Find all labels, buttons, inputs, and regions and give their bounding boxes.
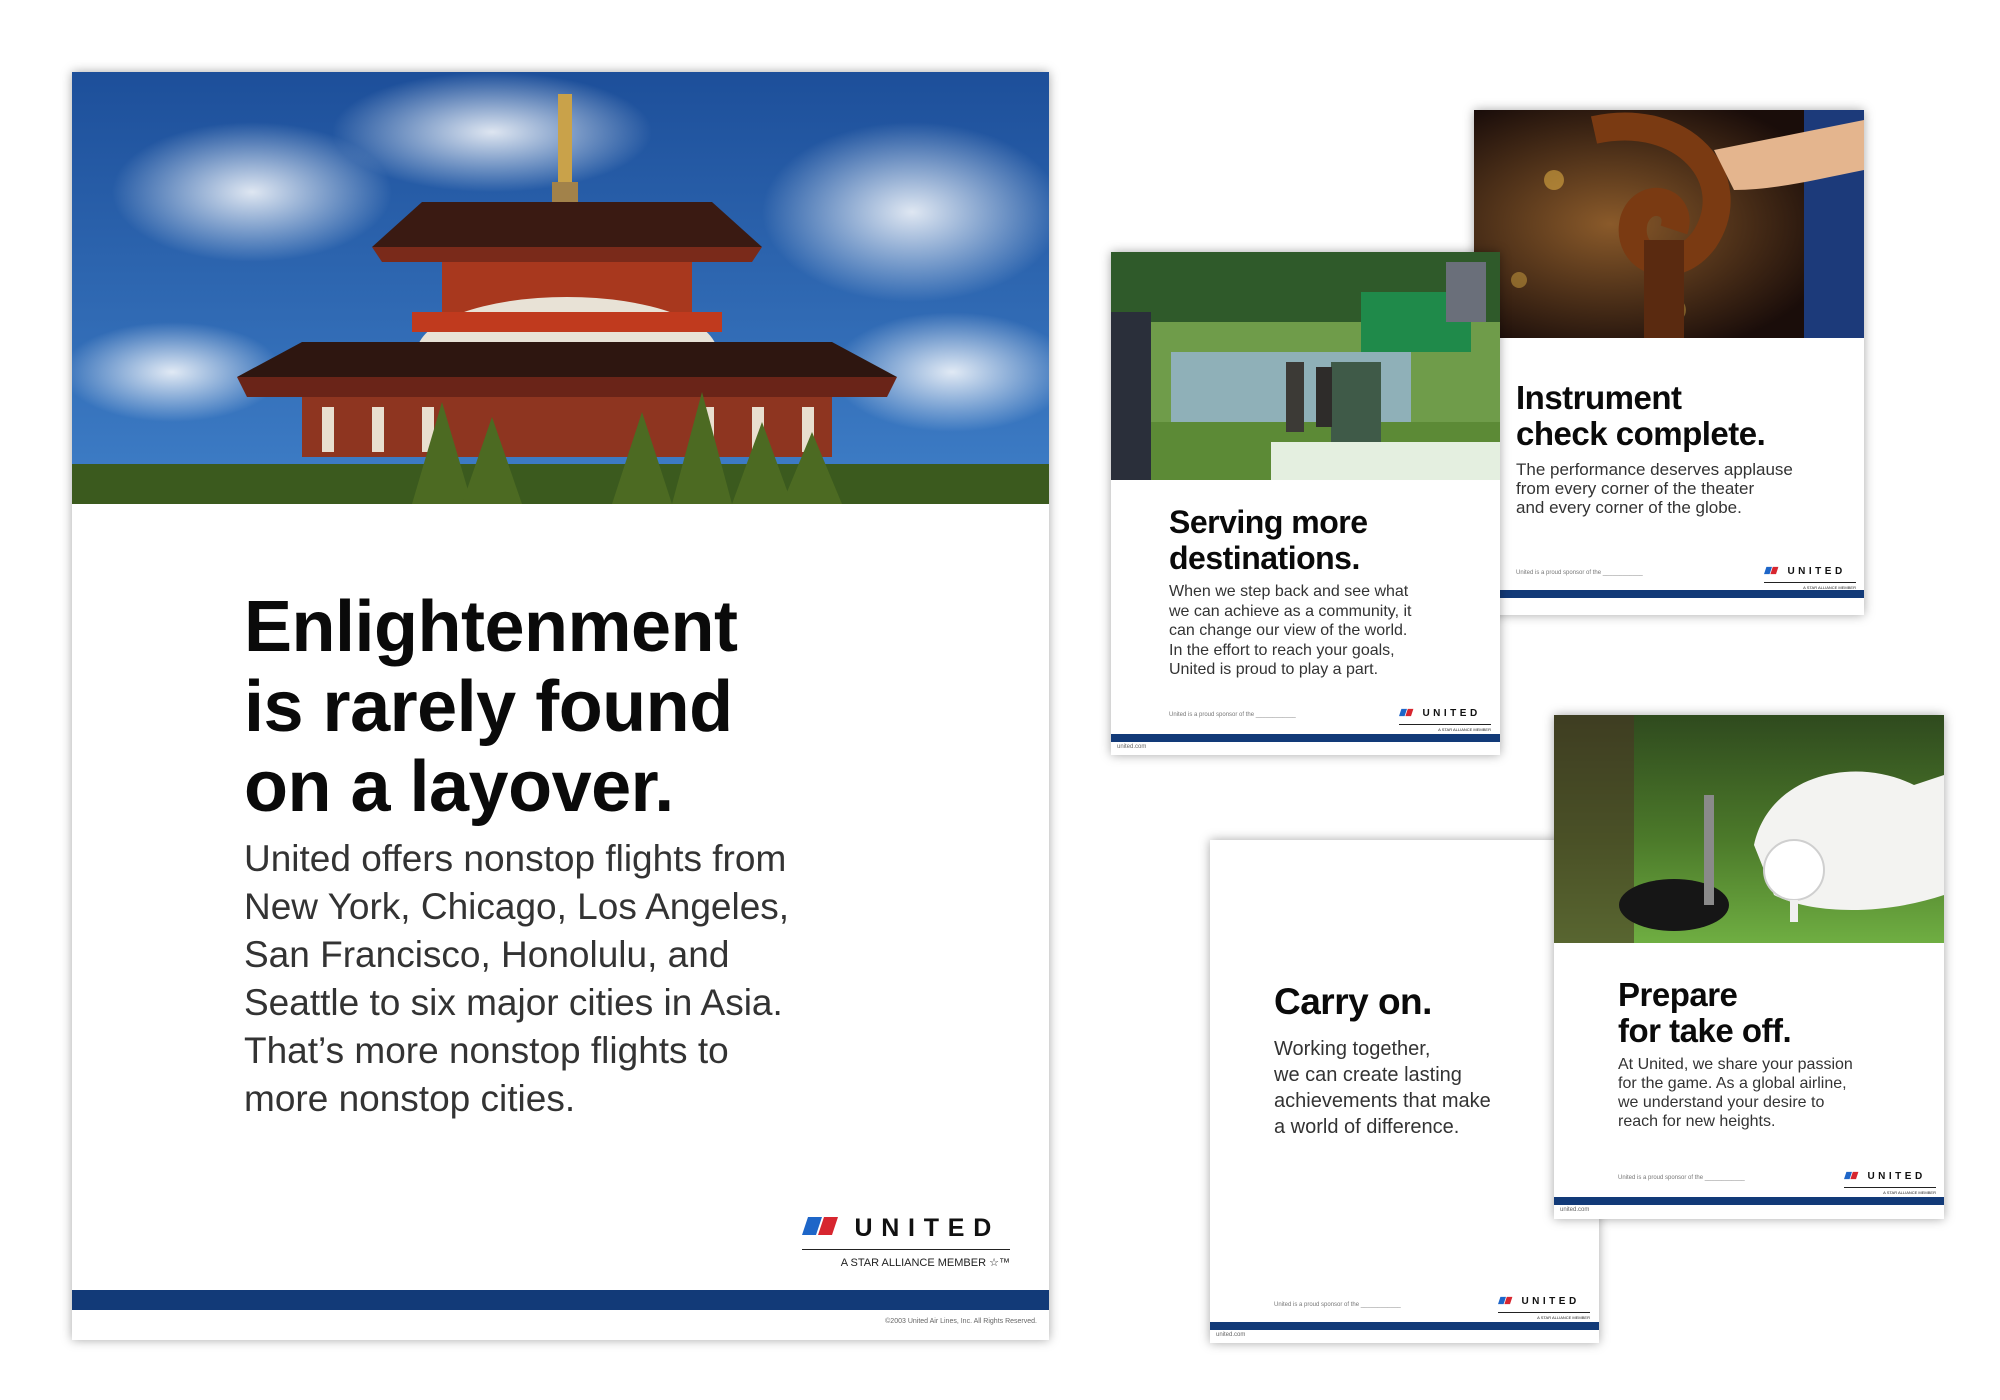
carry-url: united.com	[1216, 1332, 1246, 1338]
instrument-united-logo	[1764, 562, 1856, 590]
instrument-headline	[1516, 380, 1765, 452]
main-body-line-2: New York, Chicago, Los Angeles,	[244, 886, 790, 927]
instrument-body-line-2: from every corner of the theater	[1516, 479, 1755, 498]
carry-body-line-3: achievements that make	[1274, 1090, 1491, 1112]
star-alliance-tagline	[802, 1249, 1010, 1269]
golf-body-copy	[1618, 1055, 1938, 1131]
copyright-text: ©2003 United Air Lines, Inc. All Rights Reserved.	[885, 1318, 1037, 1325]
serving-url: united.com	[1117, 744, 1147, 750]
carry-body-line-1: Working together,	[1274, 1038, 1431, 1060]
star-alliance-tagline: A STAR ALLIANCE MEMBER	[1399, 724, 1491, 732]
carry-on-poster	[1210, 840, 1599, 1343]
serving-headline-line-1: Serving more	[1169, 504, 1368, 540]
star-alliance-tagline: A STAR ALLIANCE MEMBER	[1844, 1187, 1936, 1195]
instrument-headline-line-1: Instrument	[1516, 379, 1682, 416]
instrument-headline-line-2: check complete.	[1516, 415, 1766, 452]
instrument-sponsor-line: United is a proud sponsor of the ____________	[1516, 570, 1643, 576]
golf-headline-line-1: Prepare	[1618, 976, 1738, 1013]
main-body-line-4: Seattle to six major cities in Asia.	[244, 982, 783, 1023]
united-wordmark: UNITED	[1867, 1170, 1926, 1182]
main-headline-line-3: on a layover.	[244, 747, 674, 827]
golf-headline	[1618, 977, 1791, 1049]
carry-body-copy	[1274, 1036, 1584, 1140]
violin-photo	[1474, 110, 1864, 338]
instrument-body-line-3: and every corner of the globe.	[1516, 498, 1742, 517]
main-headline-line-1: Enlightenment	[244, 587, 738, 667]
united-tulip-icon	[1844, 1167, 1860, 1185]
pagoda-photo	[72, 72, 1049, 504]
golf-united-logo	[1844, 1167, 1936, 1195]
carry-headline-line-1: Carry on.	[1274, 981, 1432, 1022]
golf-body-line-3: we understand your desire to	[1618, 1094, 1825, 1111]
main-body-line-5: That’s more nonstop flights to	[244, 1030, 729, 1071]
main-body-copy	[244, 835, 984, 1123]
serving-headline	[1169, 504, 1368, 576]
star-alliance-tagline: A STAR ALLIANCE MEMBER	[1764, 582, 1856, 590]
star-alliance-tagline: A STAR ALLIANCE MEMBER	[1498, 1312, 1590, 1320]
main-headline-line-2: is rarely found	[244, 667, 733, 747]
serving-body-line-4: In the effort to reach your goals,	[1169, 641, 1395, 659]
golf-body-line-2: for the game. As a global airline,	[1618, 1075, 1847, 1092]
united-wordmark: UNITED	[1422, 707, 1481, 719]
serving-body-copy	[1169, 582, 1489, 680]
park-photo	[1111, 252, 1500, 480]
carry-united-logo	[1498, 1292, 1590, 1320]
serving-body-line-5: United is proud to play a part.	[1169, 661, 1379, 678]
main-poster	[72, 72, 1049, 1340]
instrument-body-copy	[1516, 460, 1836, 517]
star-alliance-text: A STAR ALLIANCE MEMBER	[840, 1257, 987, 1269]
serving-united-logo	[1399, 704, 1491, 732]
golf-headline-line-2: for take off.	[1618, 1012, 1792, 1049]
united-wordmark: UNITED	[854, 1214, 1001, 1242]
main-body-line-6: more nonstop cities.	[244, 1078, 576, 1119]
carry-headline	[1274, 982, 1432, 1022]
carry-sponsor-line: United is a proud sponsor of the ____________	[1274, 1302, 1401, 1308]
united-wordmark: UNITED	[1787, 565, 1846, 577]
blue-stripe	[1554, 1197, 1944, 1205]
main-headline	[244, 587, 738, 827]
blue-stripe	[72, 1290, 1049, 1310]
serving-body-line-1: When we step back and see what	[1169, 583, 1409, 600]
serving-sponsor-line: United is a proud sponsor of the ____________	[1169, 712, 1296, 718]
blue-stripe	[1210, 1322, 1599, 1330]
serving-poster	[1111, 252, 1500, 755]
serving-headline-line-2: destinations.	[1169, 540, 1360, 576]
golf-sponsor-line: United is a proud sponsor of the ____________	[1618, 1175, 1745, 1181]
united-tulip-icon	[1498, 1292, 1514, 1310]
united-tulip-icon	[1399, 704, 1415, 722]
main-body-line-1: United offers nonstop flights from	[244, 838, 787, 879]
golf-url: united.com	[1560, 1207, 1590, 1213]
united-tulip-icon	[802, 1215, 842, 1242]
golf-body-line-1: At United, we share your passion	[1618, 1056, 1853, 1073]
instrument-poster	[1474, 110, 1864, 615]
instrument-body-line-1: The performance deserves applause	[1516, 460, 1793, 479]
blue-stripe	[1474, 590, 1864, 598]
united-wordmark: UNITED	[1521, 1295, 1580, 1307]
star-alliance-icon: ☆™	[989, 1257, 1010, 1269]
united-logo	[802, 1214, 1010, 1269]
main-body-line-3: San Francisco, Honolulu, and	[244, 934, 730, 975]
golf-body-line-4: reach for new heights.	[1618, 1113, 1776, 1130]
golf-photo	[1554, 715, 1944, 943]
golf-poster	[1554, 715, 1944, 1219]
united-tulip-icon	[1764, 562, 1780, 580]
carry-body-line-2: we can create lasting	[1274, 1064, 1462, 1086]
serving-body-line-3: can change our view of the world.	[1169, 622, 1408, 639]
carry-body-line-4: a world of difference.	[1274, 1116, 1460, 1138]
blue-stripe	[1111, 734, 1500, 742]
serving-body-line-2: we can achieve as a community, it	[1169, 602, 1412, 620]
